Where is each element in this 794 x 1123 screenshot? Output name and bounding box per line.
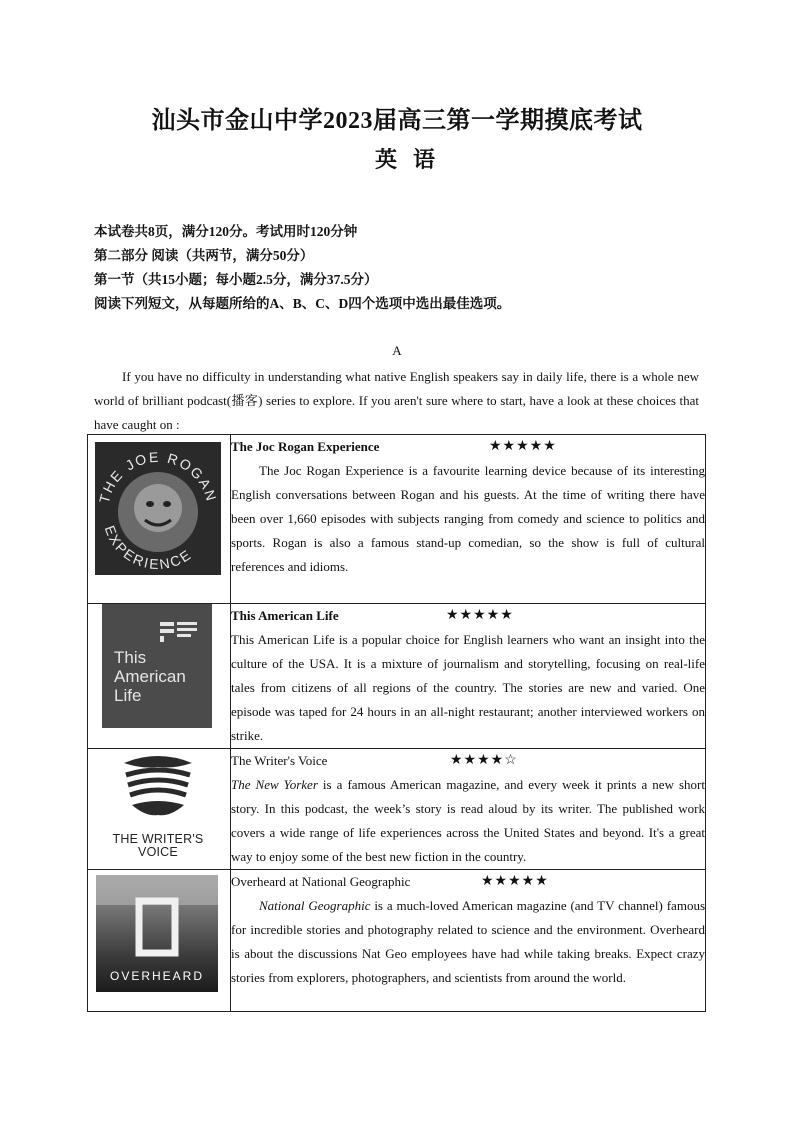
logo-cell xyxy=(88,870,231,1012)
table-row xyxy=(88,435,706,604)
podcast-description xyxy=(231,894,705,990)
podcast-entry xyxy=(231,604,706,749)
podcast-table xyxy=(87,434,706,1012)
podcast-name: Overheard at National Geographic xyxy=(231,874,411,889)
podcast-description: The Joc Rogan Experience is a favourite learning device because of its interesting English conversations between Rogan and his guests. At the time of writing there have been over 1,660 episodes with subjects ranging from comedy and science to politics and sports. Rogan is also a famous stand-up comedian, so the show is full of cultural references and idioms. xyxy=(231,463,705,574)
podcast-entry xyxy=(231,435,706,604)
logo-cell xyxy=(88,435,231,604)
description-text: is a famous American magazine, and every week it prints a new short story. In this podcast, the week’s story is read aloud by its writer. The published work covers a wide range of life experiences across the United States and beyond. It's a great way to enjoy some of the best new fiction in the country. xyxy=(231,777,705,864)
instruction-line: 第一节（共15小题；每小题2.5分，满分37.5分） xyxy=(94,272,378,287)
instruction-line: 阅读下列短文，从每题所给的A、B、C、D四个选项中选出最佳选项。 xyxy=(94,296,511,311)
rating-stars: ★★★★★ xyxy=(446,608,514,623)
writers-voice-logo xyxy=(104,751,212,861)
logo-cell xyxy=(88,604,231,749)
this-american-life-logo xyxy=(102,604,212,728)
podcast-entry xyxy=(231,749,706,870)
rating-stars: ★★★★★ xyxy=(481,874,549,889)
table-row xyxy=(88,604,706,749)
instruction-line: 第二部分 阅读（共两节，满分50分） xyxy=(94,248,314,263)
intro-text: If you have no difficulty in understanding what native English speakers say in daily life, there is a whole new world of brilliant podcast(播客) series to explore. If you aren't sure where to start, have a look at these choices that have caught on : xyxy=(94,369,699,432)
subject-title: 英语 xyxy=(374,147,451,172)
podcast-entry xyxy=(231,870,706,1012)
magazine-title: The New Yorker xyxy=(231,777,318,792)
exam-title: 汕头市金山中学2023届高三第一学期摸底考试 xyxy=(151,108,643,134)
svg-text:EXPERIENCE: EXPERIENCE xyxy=(101,523,195,573)
magazine-title: National Geographic xyxy=(259,898,371,913)
rating-stars: ★★★★☆ xyxy=(450,753,518,768)
instructions xyxy=(94,220,510,316)
podcast-description xyxy=(231,773,705,869)
logo-text: This American Life xyxy=(114,648,186,705)
section-label: A xyxy=(392,343,402,358)
joe-rogan-logo xyxy=(95,442,221,575)
logo-text: OVERHEARD xyxy=(109,969,204,983)
rating-stars: ★★★★★ xyxy=(489,439,557,454)
description-text: is a much-loved American magazine (and TV channel) famous for incredible stories and photography related to science and the environment. Overheard is about the discussions Nat Geo employees have had while taking breaks. Expect crazy stories from explorers, photographers, and scientists from around the world. xyxy=(231,898,705,985)
svg-text:THE JOE ROGAN: THE JOE ROGAN xyxy=(95,448,221,505)
intro-paragraph xyxy=(94,365,699,437)
podcast-description: This American Life is a popular choice for English learners who want an insight into the culture of the USA. It is a mixture of journalism and storytelling, focusing on real-life tales from citizens of all regions of the country. The stories are new and varied. One episode was taped for 24 hours in an all-night restaurant; another interviewed workers on strike. xyxy=(231,632,705,743)
podcast-name: This American Life xyxy=(231,608,339,623)
logo-cell xyxy=(88,749,231,870)
overheard-logo xyxy=(96,875,218,992)
instruction-line: 本试卷共8页，满分120分。考试用时120分钟 xyxy=(94,224,358,239)
table-row xyxy=(88,870,706,1012)
table-row xyxy=(88,749,706,870)
podcast-name: The Joc Rogan Experience xyxy=(231,439,380,454)
logo-text: THE WRITER'S VOICE xyxy=(112,832,204,859)
podcast-name: The Writer's Voice xyxy=(231,753,328,768)
